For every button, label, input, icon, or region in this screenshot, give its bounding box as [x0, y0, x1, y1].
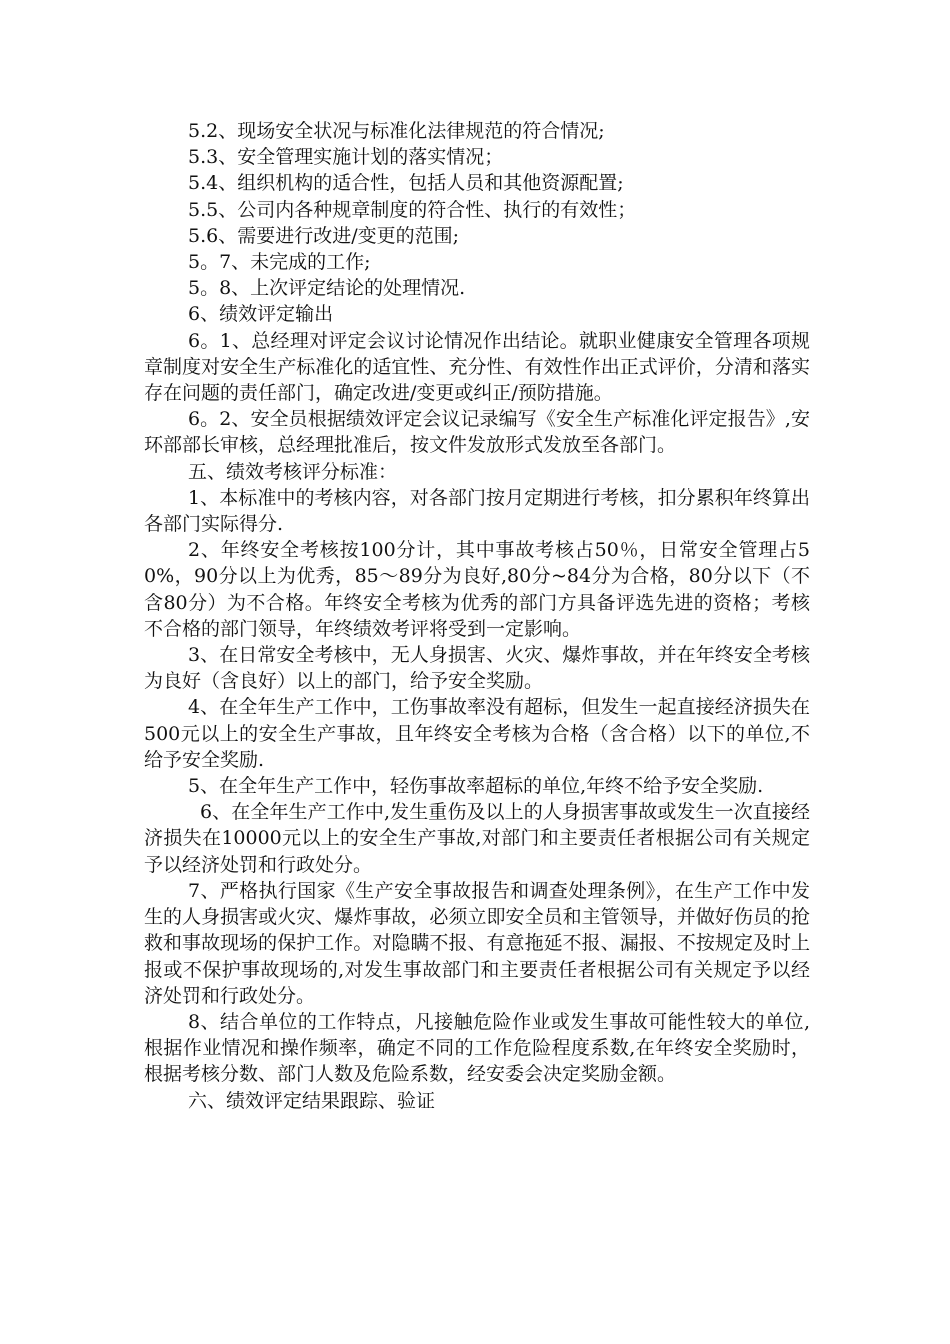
paragraph-5-7: 5。7、未完成的工作;: [188, 251, 371, 274]
paragraph-criteria-2: 2、年终安全考核按100分计，其中事故考核占50％，日常安全管理占50%，90分以上为优秀，85～89分为良好,80分~84分为合格，80分以下（不含80分）为不合格。年终安全考核为优秀的部门方具备评选先进的资格；考核不合格的部门领导，年终绩效考评将受到一定影响。: [144, 539, 810, 640]
document-body: [144, 118, 810, 1114]
paragraph-5-8: 5。8、上次评定结论的处理情况.: [188, 277, 466, 300]
section-heading-six: 六、绩效评定结果跟踪、验证: [188, 1089, 436, 1112]
paragraph-criteria-6: 6、在全年生产工作中,发生重伤及以上的人身损害事故或发生一次直接经济损失在10000元以上的安全生产事故,对部门和主要责任者根据公司有关规定予以经济处罚和行政处分。: [144, 801, 810, 876]
paragraph-5-4: 5.4、组织机构的适合性，包括人员和其他资源配置;: [188, 172, 624, 195]
paragraph-criteria-4: 4、在全年生产工作中，工伤事故率没有超标，但发生一起直接经济损失在500元以上的安全生产事故，且年终安全考核为合格（含合格）以下的单位,不给予安全奖励.: [144, 696, 810, 771]
paragraph-criteria-1: 1、本标准中的考核内容，对各部门按月定期进行考核，扣分累积年终算出各部门实际得分.: [144, 486, 810, 536]
paragraph-5-2: 5.2、现场安全状况与标准化法律规范的符合情况;: [188, 120, 605, 142]
paragraph-criteria-5: 5、在全年生产工作中，轻伤事故率超标的单位,年终不给予安全奖励.: [188, 775, 764, 798]
paragraph-criteria-3: 3、在日常安全考核中，无人身损害、火灾、爆炸事故，并在年终安全考核为良好（含良好）以上的部门，给予安全奖励。: [144, 644, 810, 693]
section-heading-five: 五、绩效考核评分标准：: [188, 460, 398, 483]
paragraph-criteria-8: 8、结合单位的工作特点，凡接触危险作业或发生事故可能性较大的单位,根据作业情况和操作频率，确定不同的工作危险程度系数,在年终安全奖励时，根据考核分数、部门人数及危险系数，经安委会决定奖励金额。: [144, 1010, 810, 1086]
section-heading-6: 6、绩效评定输出: [188, 303, 334, 326]
paragraph-criteria-7: 7、严格执行国家《生产安全事故报告和调查处理条例》，在生产工作中发生的人身损害或火灾、爆炸事故，必须立即安全员和主管领导，并做好伤员的抢救和事故现场的保护工作。对隐瞒不报、有意拖延不报、漏报、不按规定及时上报或不保护事故现场的,对发生事故部门和主要责任者根据公司有关规定予以经济处罚和行政处分。: [144, 879, 810, 1007]
paragraph-5-5: 5.5、公司内各种规章制度的符合性、执行的有效性；: [188, 198, 637, 221]
paragraph-5-3: 5.3、安全管理实施计划的落实情况；: [188, 146, 504, 169]
paragraph-6-1: 6。1、总经理对评定会议讨论情况作出结论。就职业健康安全管理各项规章制度对安全生产标准化的适宜性、充分性、有效性作出正式评价，分清和落实存在问题的责任部门，确定改进/变更或纠正/预防措施。: [144, 329, 810, 405]
paragraph-6-2: 6。2、安全员根据绩效评定会议记录编写《安全生产标准化评定报告》,安环部部长审核，总经理批准后，按文件发放形式发放至各部门。: [144, 408, 810, 457]
paragraph-5-6: 5.6、需要进行改进/变更的范围;: [188, 224, 460, 247]
